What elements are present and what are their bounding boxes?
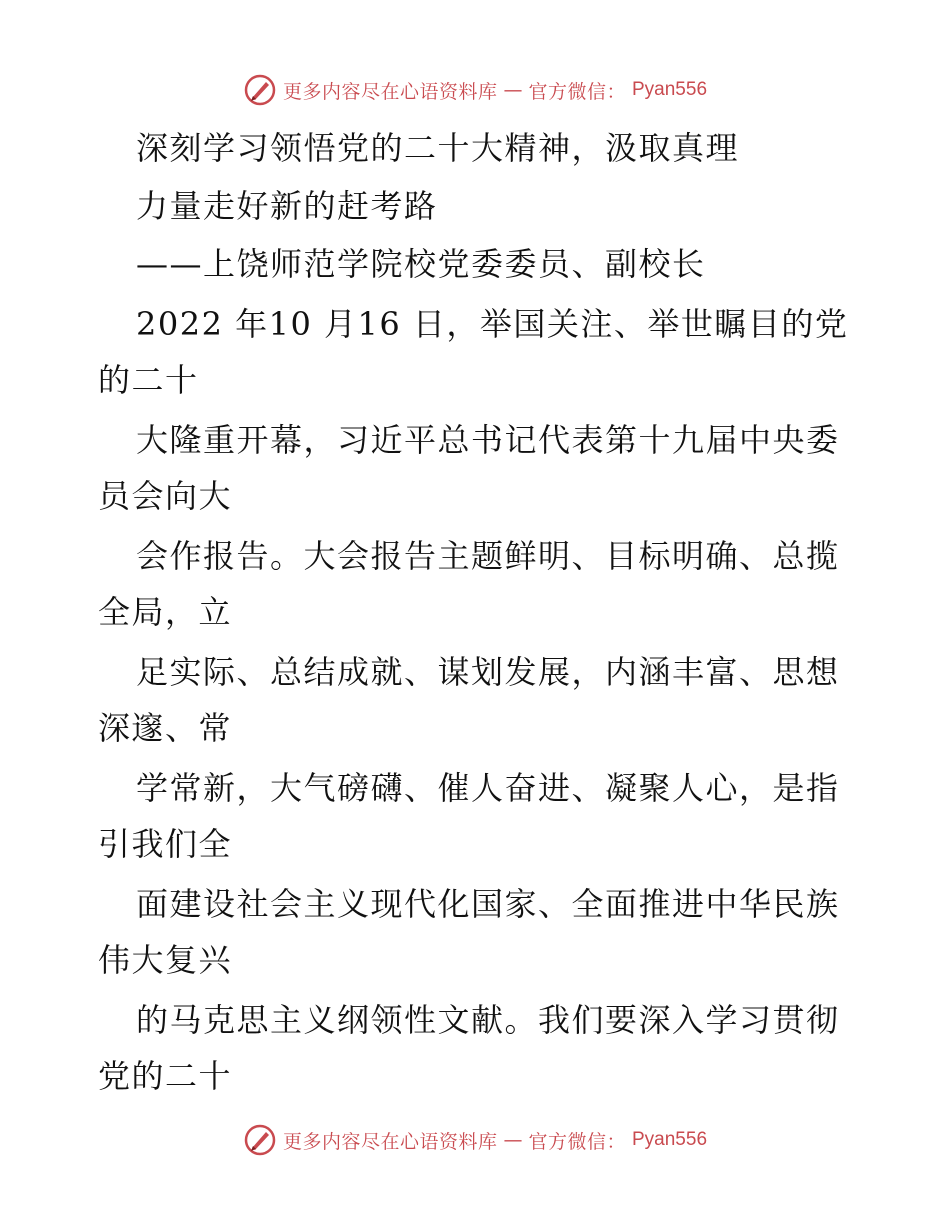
paragraph-line: 面建设社会主义现代化国家、全面推进中华民族 — [136, 885, 840, 923]
paragraph-line: 员会向大 — [98, 477, 233, 515]
watermark-wechat-label: 官方微信： — [528, 80, 626, 103]
watermark-separator: — — [503, 79, 523, 101]
pen-circle-logo-icon — [243, 1123, 277, 1157]
document-title-line-2: 力量走好新的赶考路 — [136, 187, 438, 225]
paragraph-line: 2022 年10 月16 日，举国关注、举世瞩目的党 — [136, 305, 849, 343]
footer-watermark — [0, 1120, 950, 1160]
paragraph-line: 大隆重开幕，习近平总书记代表第十九届中央委 — [136, 421, 840, 459]
paragraph-line: 伟大复兴 — [98, 941, 233, 979]
header-watermark — [0, 70, 950, 110]
paragraph-line: 的马克思主义纲领性文献。我们要深入学习贯彻 — [136, 1001, 840, 1039]
document-title-line-1: 深刻学习领悟党的二十大精神，汲取真理 — [136, 129, 740, 167]
paragraph-line: 党的二十 — [98, 1057, 233, 1095]
watermark-separator: — — [503, 1129, 523, 1151]
paragraph-line: 深邃、常 — [98, 709, 233, 747]
document-byline: ——上饶师范学院校党委委员、副校长 — [136, 245, 706, 283]
paragraph-line: 的二十 — [98, 361, 199, 399]
paragraph-line: 引我们全 — [98, 825, 233, 863]
paragraph-line: 学常新，大气磅礴、催人奋进、凝聚人心，是指 — [136, 769, 840, 807]
paragraph-line: 足实际、总结成就、谋划发展，内涵丰富、思想 — [136, 653, 840, 691]
paragraph-line: 全局，立 — [98, 593, 233, 631]
paragraph-line: 会作报告。大会报告主题鲜明、目标明确、总揽 — [136, 537, 840, 575]
watermark-wechat-label: 官方微信： — [528, 1130, 626, 1153]
watermark-brand-text: 更多内容尽在心语资料库 — [282, 1130, 498, 1153]
watermark-wechat-id: Pyan556 — [632, 79, 708, 100]
watermark-wechat-id: Pyan556 — [632, 1129, 708, 1150]
pen-circle-logo-icon — [243, 73, 277, 107]
watermark-brand-text: 更多内容尽在心语资料库 — [282, 80, 498, 103]
